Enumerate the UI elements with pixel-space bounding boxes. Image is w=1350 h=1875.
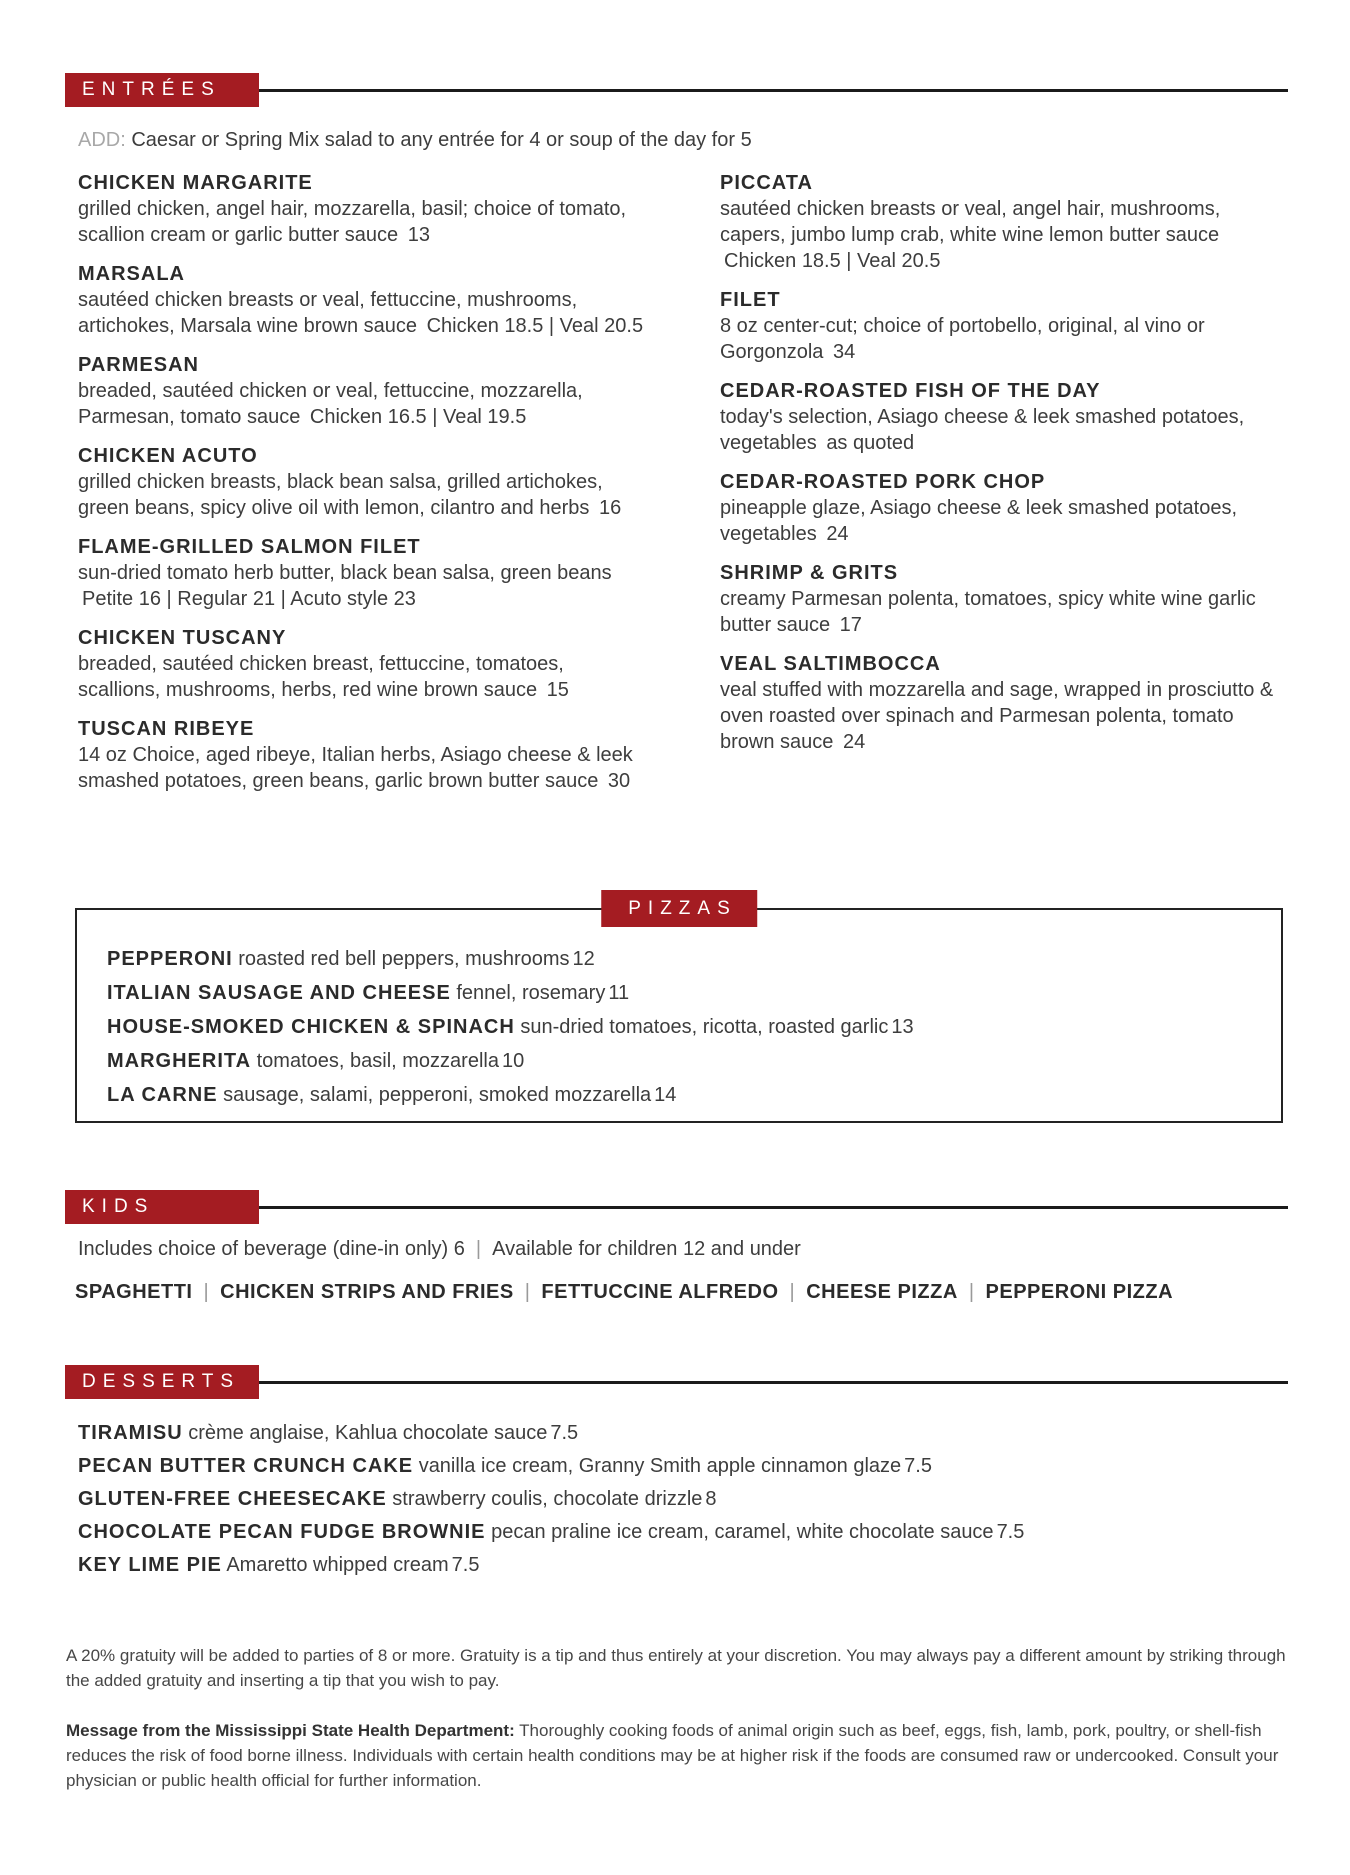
menu-item-desc [720, 196, 1290, 274]
menu-item-price: Chicken 18.5 | Veal 20.5 [426, 315, 644, 337]
dessert-desc: pecan praline ice cream, caramel, white chocolate sauce [491, 1521, 994, 1543]
menu-item-name: CHICKEN MARGARITE [78, 172, 313, 194]
kids-item-separator: | [203, 1281, 210, 1303]
menu-item-piccata [720, 170, 1290, 274]
menu-item-chicken-margarite [78, 170, 648, 248]
menu-item-desc-text: 8 oz center-cut; choice of portobello, original, al vino or Gorgonzola [720, 315, 1205, 363]
entrees-badge-label: ENTRÉES [82, 79, 221, 100]
menu-item-cedar-roasted-pork-chop [720, 469, 1290, 547]
menu-item-desc [720, 404, 1290, 456]
section-header-kids [65, 1190, 1288, 1224]
pizza-name: MARGHERITA [107, 1050, 252, 1072]
menu-item-desc [78, 651, 648, 703]
dessert-item-key-lime-pie [78, 1552, 1288, 1578]
menu-item-desc [720, 313, 1290, 365]
menu-item-name: PICCATA [720, 172, 813, 194]
kids-note-right: Available for children 12 and under [492, 1238, 801, 1260]
dessert-desc: Amaretto whipped cream [226, 1554, 449, 1576]
dessert-item-chocolate-pecan-fudge-brownie [78, 1519, 1288, 1545]
pizza-price: 12 [572, 948, 595, 970]
pizza-item-italian-sausage [107, 980, 1261, 1006]
menu-item-name: FILET [720, 289, 781, 311]
menu-item-name: CHICKEN TUSCANY [78, 627, 287, 649]
pizza-desc: roasted red bell peppers, mushrooms [238, 948, 570, 970]
pizza-desc: sausage, salami, pepperoni, smoked mozzarella [223, 1084, 652, 1106]
menu-item-desc-text: 14 oz Choice, aged ribeye, Italian herbs, Asiago cheese & leek smashed potatoes, green beans, garlic brown butter sauce [78, 744, 633, 792]
menu-item-price: 24 [826, 523, 849, 545]
kids-item-cheese-pizza: CHEESE PIZZA [806, 1281, 958, 1303]
entrees-rule [259, 89, 1288, 92]
pizza-price: 13 [891, 1016, 914, 1038]
health-note-text: Thoroughly cooking foods of animal origin such as beef, eggs, fish, lamb, pork, poultry, or shell-fish reduces the risk of food borne illness. Individuals with certain health conditions may be at higher risk if the foods are consumed raw or undercooked. Consult your physician or public health official for further information. [66, 1721, 1279, 1790]
dessert-name: CHOCOLATE PECAN FUDGE BROWNIE [78, 1521, 486, 1543]
menu-item-name: CHICKEN ACUTO [78, 445, 258, 467]
menu-item-desc [78, 742, 648, 794]
menu-item-chicken-tuscany [78, 625, 648, 703]
menu-item-tuscan-ribeye [78, 716, 648, 794]
menu-item-marsala [78, 261, 648, 339]
menu-item-price: 24 [842, 731, 866, 753]
kids-item-chicken-strips: CHICKEN STRIPS AND FRIES [220, 1281, 514, 1303]
health-department-note [66, 1718, 1288, 1793]
pizza-price: 14 [654, 1084, 677, 1106]
pizzas-badge: PIZZAS [601, 890, 757, 927]
health-note-label: Message from the Mississippi State Health Department: [66, 1721, 515, 1740]
gratuity-note: A 20% gratuity will be added to parties of 8 or more. Gratuity is a tip and thus entirely at your discretion. You may always pay a different amount by striking through the added gratuity and inserting a tip that you wish to pay. [66, 1646, 1286, 1690]
pizza-desc: sun-dried tomatoes, ricotta, roasted garlic [520, 1016, 889, 1038]
menu-item-price: 15 [546, 679, 569, 701]
kids-item-separator: | [968, 1281, 975, 1303]
dessert-name: KEY LIME PIE [78, 1554, 222, 1576]
menu-item-desc [720, 586, 1290, 638]
menu-item-name: SHRIMP & GRITS [720, 562, 899, 584]
dessert-desc: strawberry coulis, chocolate drizzle [392, 1488, 703, 1510]
pizza-desc: fennel, rosemary [456, 982, 606, 1004]
menu-item-filet [720, 287, 1290, 365]
add-note-text: Caesar or Spring Mix salad to any entrée for 4 or soup of the day for 5 [131, 129, 752, 151]
menu-item-desc [78, 469, 648, 521]
menu-item-desc [78, 196, 648, 248]
kids-note-left: Includes choice of beverage (dine-in only) 6 [78, 1238, 465, 1260]
menu-item-desc-text: sautéed chicken breasts or veal, fettuccine, mushrooms, artichokes, Marsala wine brown sauce [78, 289, 578, 337]
dessert-price: 8 [705, 1488, 717, 1510]
menu-item-veal-saltimbocca [720, 651, 1290, 755]
menu-item-desc [720, 495, 1290, 547]
pizza-price: 10 [501, 1050, 525, 1072]
menu-item-desc-text: grilled chicken breasts, black bean salsa, grilled artichokes, green beans, spicy olive oil with lemon, cilantro and herbs [78, 471, 603, 519]
menu-item-desc-text: today's selection, Asiago cheese & leek smashed potatoes, vegetables [720, 406, 1245, 454]
pizza-name: HOUSE-SMOKED CHICKEN & SPINACH [107, 1016, 515, 1038]
pizza-item-house-smoked-chicken [107, 1014, 1261, 1040]
entrees-left-column [78, 170, 648, 807]
add-note-label: ADD: [78, 129, 126, 151]
dessert-item-pecan-butter-crunch-cake [78, 1453, 1288, 1479]
entrees-badge [65, 73, 259, 107]
entrees-right-column [720, 170, 1290, 768]
menu-item-desc-text: breaded, sautéed chicken or veal, fettuccine, mozzarella, Parmesan, tomato sauce [78, 380, 583, 428]
pizza-item-margherita [107, 1048, 1261, 1074]
menu-item-desc-text: grilled chicken, angel hair, mozzarella, basil; choice of tomato, scallion cream or garlic butter sauce [78, 198, 627, 246]
menu-item-desc-text: pineapple glaze, Asiago cheese & leek smashed potatoes, vegetables [720, 497, 1238, 545]
menu-item-price: 30 [607, 770, 631, 792]
pizza-name: ITALIAN SAUSAGE AND CHEESE [107, 982, 451, 1004]
dessert-item-gluten-free-cheesecake [78, 1486, 1288, 1512]
pizza-price: 11 [608, 982, 630, 1004]
pizza-item-pepperoni [107, 946, 1261, 972]
menu-item-cedar-roasted-fish [720, 378, 1290, 456]
menu-item-name: CEDAR-ROASTED FISH OF THE DAY [720, 380, 1101, 402]
menu-item-price: Petite 16 | Regular 21 | Acuto style 23 [82, 588, 416, 610]
dessert-item-tiramisu [78, 1420, 1288, 1446]
dessert-name: GLUTEN-FREE CHEESECAKE [78, 1488, 387, 1510]
menu-item-desc-text: creamy Parmesan polenta, tomatoes, spicy white wine garlic butter sauce [720, 588, 1256, 636]
section-header-entrees [65, 73, 1288, 107]
kids-item-separator: | [789, 1281, 796, 1303]
menu-item-desc-text: sun-dried tomato herb butter, black bean salsa, green beans [78, 562, 612, 584]
menu-item-chicken-acuto [78, 443, 648, 521]
menu-item-desc [78, 287, 648, 339]
menu-item-name: MARSALA [78, 263, 185, 285]
pizzas-list [77, 910, 1281, 1108]
desserts-badge [65, 1365, 259, 1399]
kids-item-spaghetti: SPAGHETTI [75, 1281, 193, 1303]
pizza-name: PEPPERONI [107, 948, 233, 970]
kids-items [75, 1279, 1173, 1306]
menu-item-desc [78, 378, 648, 430]
pizzas-section-box [75, 898, 1283, 1123]
menu-item-name: VEAL SALTIMBOCCA [720, 653, 941, 675]
dessert-name: PECAN BUTTER CRUNCH CAKE [78, 1455, 414, 1477]
dessert-price: 7.5 [904, 1455, 932, 1477]
menu-item-price: Chicken 16.5 | Veal 19.5 [309, 406, 527, 428]
kids-item-fettuccine-alfredo: FETTUCCINE ALFREDO [541, 1281, 779, 1303]
menu-item-price: 16 [598, 497, 622, 519]
menu-item-price: 13 [407, 224, 430, 246]
menu-item-parmesan [78, 352, 648, 430]
dessert-desc: vanilla ice cream, Granny Smith apple cinnamon glaze [418, 1455, 902, 1477]
menu-item-name: TUSCAN RIBEYE [78, 718, 255, 740]
dessert-price: 7.5 [451, 1554, 480, 1576]
pizza-desc: tomatoes, basil, mozzarella [256, 1050, 499, 1072]
dessert-desc: crème anglaise, Kahlua chocolate sauce [188, 1422, 548, 1444]
menu-item-salmon-filet [78, 534, 648, 612]
section-header-desserts [65, 1365, 1288, 1399]
kids-note-separator: | [475, 1238, 482, 1260]
menu-item-desc-text: sautéed chicken breasts or veal, angel hair, mushrooms, capers, jumbo lump crab, white wine lemon butter sauce [720, 198, 1221, 246]
menu-item-price: as quoted [826, 432, 915, 454]
kids-item-pepperoni-pizza: PEPPERONI PIZZA [985, 1281, 1174, 1303]
menu-item-desc-text: veal stuffed with mozzarella and sage, wrapped in prosciutto & oven roasted over spinach and Parmesan polenta, tomato brown sauce [720, 679, 1274, 753]
menu-item-price: 34 [832, 341, 856, 363]
desserts-rule [259, 1381, 1288, 1384]
dessert-name: TIRAMISU [78, 1422, 183, 1444]
menu-item-name: CEDAR-ROASTED PORK CHOP [720, 471, 1046, 493]
menu-item-name: FLAME-GRILLED SALMON FILET [78, 536, 421, 558]
entrees-add-note [78, 127, 752, 153]
menu-item-desc [720, 677, 1290, 755]
menu-item-price: Chicken 18.5 | Veal 20.5 [724, 250, 941, 272]
kids-badge-label: KIDS [82, 1196, 155, 1217]
kids-item-separator: | [524, 1281, 531, 1303]
menu-item-desc-text: breaded, sautéed chicken breast, fettuccine, tomatoes, scallions, mushrooms, herbs, red wine brown sauce [78, 653, 564, 701]
menu-item-shrimp-grits [720, 560, 1290, 638]
kids-badge [65, 1190, 259, 1224]
menu-item-name: PARMESAN [78, 354, 199, 376]
dessert-price: 7.5 [550, 1422, 579, 1444]
menu-item-desc [78, 560, 648, 612]
menu-item-price: 17 [839, 614, 862, 636]
dessert-price: 7.5 [996, 1521, 1025, 1543]
pizza-name: LA CARNE [107, 1084, 218, 1106]
kids-note [78, 1236, 801, 1262]
kids-rule [259, 1206, 1288, 1209]
desserts-list [78, 1420, 1288, 1585]
pizza-item-la-carne [107, 1082, 1261, 1108]
desserts-badge-label: DESSERTS [82, 1371, 241, 1392]
